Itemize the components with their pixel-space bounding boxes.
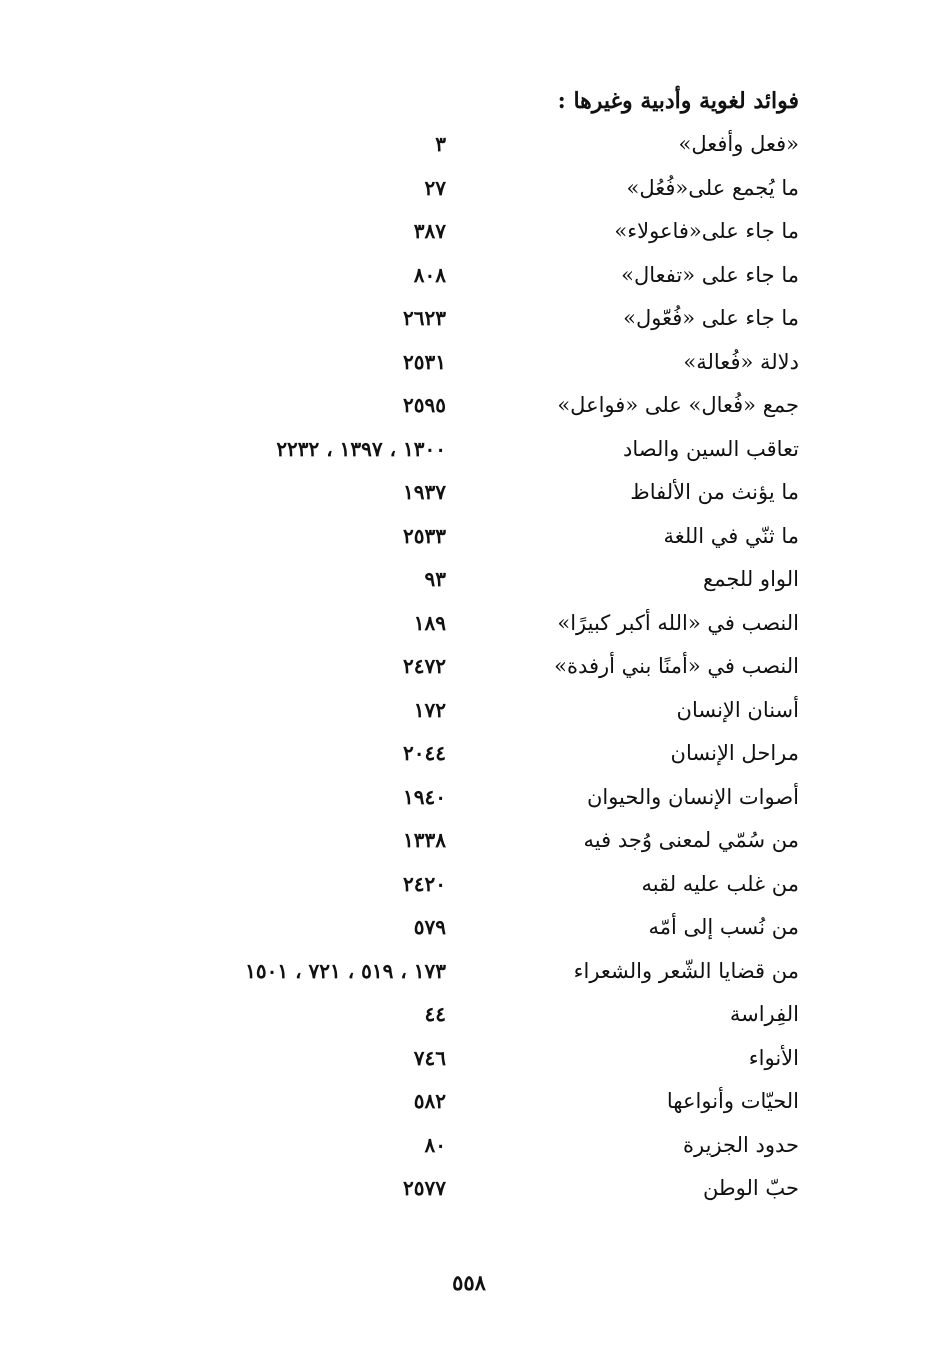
index-entry <box>0 211 938 255</box>
entry-topic: ما ثنّي في اللغة <box>663 523 799 548</box>
entry-page-refs: ٨٠٨ <box>413 262 446 287</box>
entry-topic: من سُمّي لمعنى وُجد فيه <box>583 828 799 852</box>
entry-topic: الأنواء <box>748 1045 799 1070</box>
entry-topic: ما يؤنث من الألفاظ <box>630 480 799 504</box>
index-entry <box>0 298 938 342</box>
index-entry <box>0 777 938 821</box>
index-entry <box>0 124 938 168</box>
entry-topic: من قضايا الشّعر والشعراء <box>573 958 799 983</box>
entry-page-refs: ١٩٤٠ <box>403 784 446 809</box>
index-entry <box>0 168 938 212</box>
entry-topic: مراحل الإنسان <box>670 741 799 765</box>
entry-page-refs: ٢٠٤٤ <box>403 741 446 765</box>
entry-page-refs: ١٨٩ <box>413 610 446 635</box>
index-entry <box>0 690 938 734</box>
index-entry <box>0 1038 938 1082</box>
entry-topic: ما جاء على «فُعّول» <box>623 306 799 330</box>
entry-topic: أصوات الإنسان والحيوان <box>586 784 799 809</box>
index-entry <box>0 385 938 429</box>
index-entry <box>0 907 938 951</box>
entry-topic: الحيّات وأنواعها <box>666 1089 799 1113</box>
entry-topic: الفِراسة <box>729 1002 799 1026</box>
entry-topic: الواو للجمع <box>703 567 799 591</box>
entry-page-refs: ١٧٢ <box>413 697 446 722</box>
entry-topic: أسنان الإنسان <box>676 697 799 722</box>
entry-page-refs: ٢٥٣١ <box>403 349 446 374</box>
index-entry <box>0 342 938 386</box>
entry-page-refs: ٢٥٧٧ <box>403 1176 446 1200</box>
entry-topic: جمع «فُعال» على «فواعل» <box>557 393 799 417</box>
index-list <box>0 124 938 1212</box>
entry-topic: حدود الجزيرة <box>683 1132 799 1157</box>
entry-page-refs: ٢٥٣٣ <box>403 523 446 548</box>
entry-page-refs: ٤٤ <box>424 1002 446 1026</box>
entry-page-refs: ١٩٣٧ <box>403 480 446 504</box>
index-entry <box>0 429 938 473</box>
index-entry <box>0 733 938 777</box>
section-title: فوائد لغوية وأدبية وغيرها : <box>557 88 799 114</box>
index-entry <box>0 994 938 1038</box>
entry-page-refs: ٢٧ <box>424 175 446 200</box>
entry-page-refs: ٨٠ <box>424 1132 446 1157</box>
entry-page-refs: ٢٥٩٥ <box>403 393 446 417</box>
entry-page-refs: ١٣٠٠ ، ١٣٩٧ ، ٢٢٣٢ <box>276 436 446 461</box>
index-entry <box>0 603 938 647</box>
index-entry <box>0 1081 938 1125</box>
entry-page-refs: ٣ <box>435 132 446 156</box>
index-entry <box>0 255 938 299</box>
entry-page-refs: ٥٧٩ <box>413 915 446 939</box>
entry-topic: ما جاء على «تفعال» <box>621 262 799 287</box>
index-entry <box>0 472 938 516</box>
index-entry <box>0 1125 938 1169</box>
index-entry <box>0 646 938 690</box>
entry-topic: النصب في «أمنًا بني أرفدة» <box>554 654 799 678</box>
index-entry <box>0 864 938 908</box>
index-entry <box>0 1168 938 1212</box>
index-entry <box>0 820 938 864</box>
entry-topic: ما جاء على«فاعولاء» <box>614 219 799 243</box>
entry-page-refs: ٩٣ <box>424 567 446 591</box>
entry-topic: ما يُجمع على«فُعُل» <box>626 175 799 200</box>
entry-topic: «فعل وأفعل» <box>678 132 799 156</box>
entry-page-refs: ٢٤٧٢ <box>403 654 446 678</box>
entry-topic: دلالة «فُعالة» <box>683 349 799 374</box>
entry-page-refs: ٣٨٧ <box>413 219 446 243</box>
index-entry <box>0 559 938 603</box>
entry-page-refs: ١٧٣ ، ٥١٩ ، ٧٢١ ، ١٥٠١ <box>245 958 446 983</box>
entry-topic: من نُسب إلى أمّه <box>648 915 799 939</box>
entry-topic: النصب في «الله أكبر كبيرًا» <box>557 610 799 635</box>
page-number: ٥٥٨ <box>452 1270 486 1295</box>
entry-page-refs: ٥٨٢ <box>413 1089 446 1113</box>
entry-topic: حبّ الوطن <box>702 1176 799 1200</box>
entry-topic: من غلب عليه لقبه <box>641 871 799 896</box>
entry-page-refs: ١٣٣٨ <box>403 828 446 852</box>
entry-topic: تعاقب السين والصاد <box>622 436 799 461</box>
index-entry <box>0 516 938 560</box>
entry-page-refs: ٢٦٢٣ <box>403 306 446 330</box>
entry-page-refs: ٧٤٦ <box>413 1045 446 1070</box>
entry-page-refs: ٢٤٢٠ <box>403 871 446 896</box>
index-entry <box>0 951 938 995</box>
